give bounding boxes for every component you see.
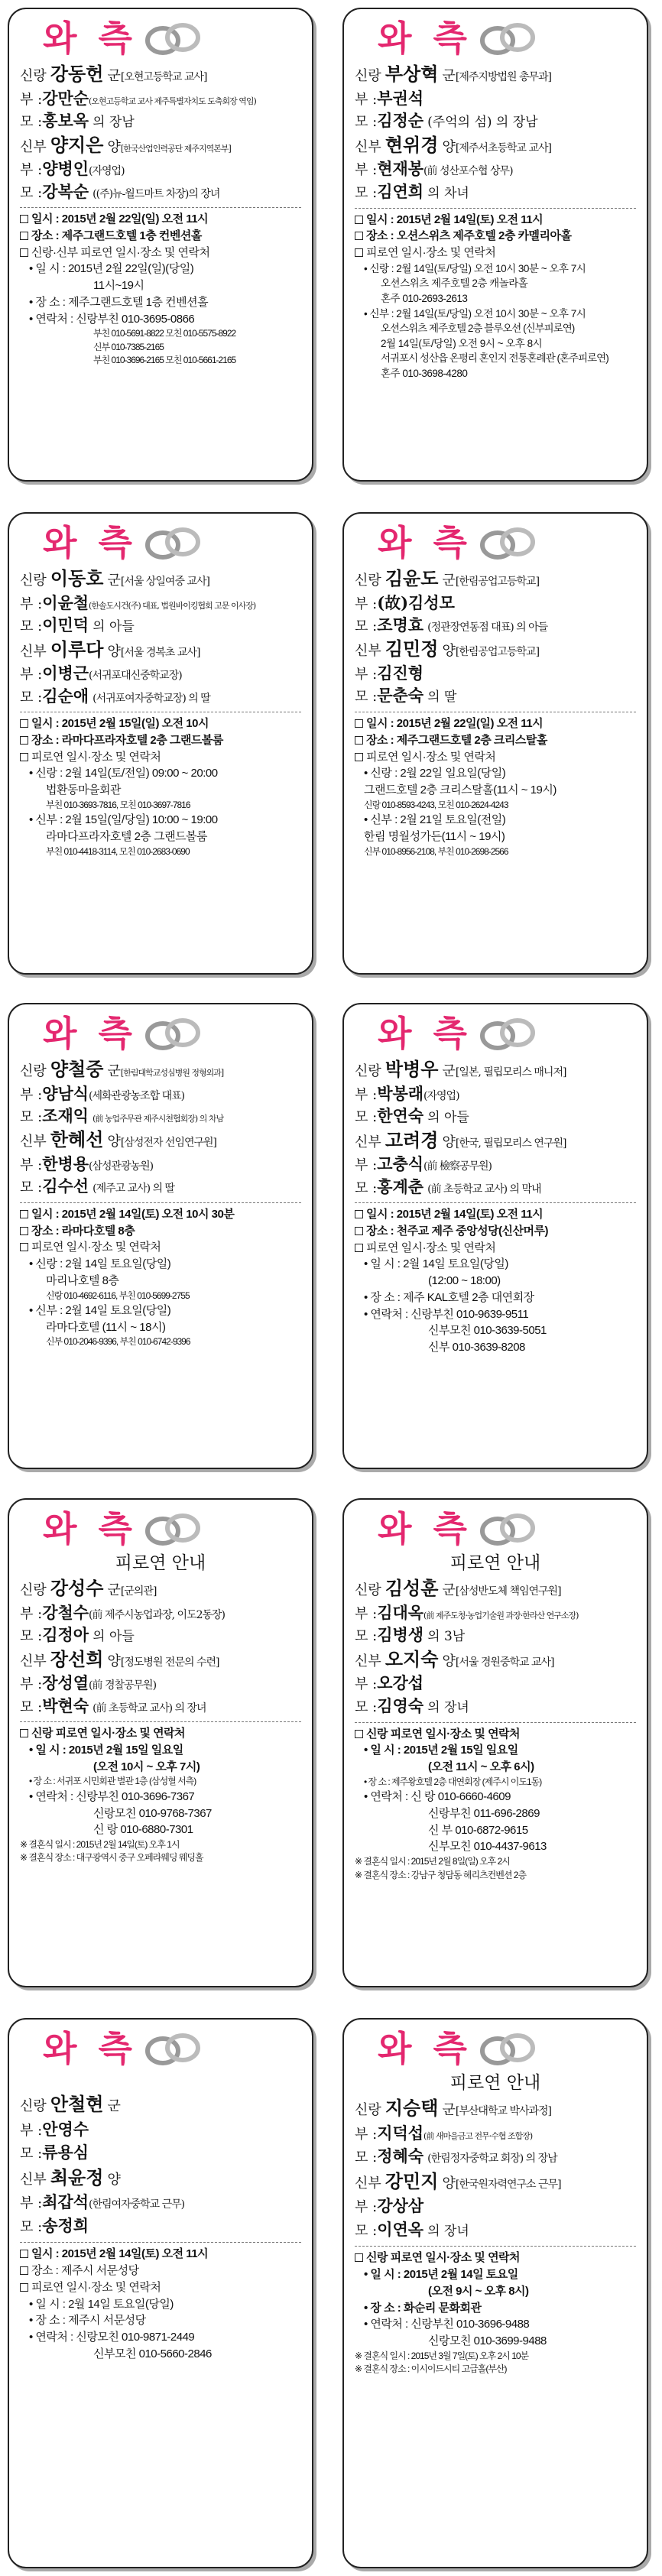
bride-line: 신부 고려경 양[한국, 필립모리스 연구원] <box>355 1128 566 1151</box>
bride-line: 신부 한혜선 양[삼성전자 선임연구원] <box>20 1128 217 1151</box>
reception-line: • 신랑 : 2월 14일 토요일(당일) <box>29 1257 171 1270</box>
wedding-rings-icon <box>473 2029 544 2069</box>
contact-line: 신 부 010-6872-9615 <box>428 1823 528 1837</box>
reception-line: • 일 시 : 2015년 2월 22일(일)(당일) <box>29 262 194 276</box>
reception-line: • 장 소 : 화순리 문화회관 <box>364 2301 482 2315</box>
reception-line: (오전 11시 ~ 오후 6시) <box>428 1760 534 1774</box>
groom-father-line: 부 :김대옥(前 제주도청·농업기술원 과장·한라산 연구소장) <box>355 1602 579 1622</box>
card-title: 와 측 <box>43 522 137 563</box>
contact-line: 신랑모친 010-3699-9488 <box>428 2334 547 2348</box>
reception-line: • 장 소 : 제주왕호텔 2층 대연회장 (제주시 이도1동) <box>364 1776 542 1787</box>
announcement-card <box>8 1498 313 1987</box>
bride-mother-line: 모 :강복순 ((주)뉴-월드마트 차장)의 장녀 <box>20 181 220 201</box>
contact-line: 신랑모친 010-9768-7367 <box>93 1806 212 1820</box>
contact-line: 신부 010-8956-2108, 부친 010-2698-2566 <box>364 845 508 857</box>
bride-father-line: 부 :현재봉(前 성산포수협 상무) <box>355 159 513 179</box>
bride-father-line: 부 :한병용(삼성관광농원) <box>20 1153 154 1173</box>
announcement-card <box>8 1003 313 1469</box>
card-title: 와 측 <box>378 522 472 563</box>
bride-mother-line: 모 :박현숙 (前 초등학교 교사) 의 장녀 <box>20 1695 206 1715</box>
reception-line: 11시~19시 <box>93 279 144 293</box>
reception-line: • 일 시 : 2월 14일 토요일(당일) <box>29 2297 174 2311</box>
reception-heading: 피로연 일시·장소 및 연락처 <box>355 749 636 766</box>
bride-line: 신부 양지은 양[한국산업인력공단 제주지역본부] <box>20 133 231 156</box>
bride-father-line: 부 :최갑석(한림여자중학교 근무) <box>20 2192 185 2212</box>
groom-mother-line: 모 :조재익 (前 농업주무관 제주시천협회장) 의 차남 <box>20 1105 224 1125</box>
groom-father-line: 부 :(故)김성모 <box>355 592 455 612</box>
announcement-card <box>8 512 313 975</box>
ceremony-time: 일시 : 2015년 2월 22일(일) 오전 11시 <box>355 715 636 732</box>
contact-line: 부친 010-4418-3114, 모친 010-2683-0690 <box>46 845 190 857</box>
groom-mother-line: 모 :류용심 <box>20 2143 89 2162</box>
ceremony-place: 장소 : 제주그랜드호텔 2층 크리스탈홀 <box>355 732 636 749</box>
wedding-rings-icon <box>138 2029 209 2069</box>
reception-line: • 일 시 : 2015년 2월 15일 일요일 <box>364 1744 518 1757</box>
ceremony-time: 일시 : 2015년 2월 14일(토) 오전 10시 30분 <box>20 1206 301 1223</box>
bride-mother-line: 모 :문춘숙 의 딸 <box>355 686 457 706</box>
contact-line: 부친 010-3693-7816, 모친 010-3697-7816 <box>46 799 190 810</box>
reception-line: 서귀포시 성산읍 온평리 혼인지 전통혼례관 (혼주피로연) <box>381 352 608 365</box>
groom-mother-line: 모 :김병생 의 3남 <box>355 1624 466 1644</box>
contact-line: • 연락처 : 신랑부친 010-3696-7367 <box>29 1789 195 1803</box>
bride-mother-line: 모 :송정희 <box>20 2215 89 2235</box>
ceremony-time: 일시 : 2015년 2월 14일(토) 오전 11시 <box>355 212 636 229</box>
ceremony-place: 장소 : 천주교 제주 중앙성당(신산머루) <box>355 1223 636 1240</box>
ceremony-place: 장소 : 오션스위츠 제주호텔 2층 카멜리아홀 <box>355 228 636 245</box>
bride-father-line: 부 :고충식(前 檢察공무원) <box>355 1154 492 1174</box>
groom-line: 신랑 박병우 군[일본, 필립모리스 매니저] <box>355 1058 566 1080</box>
announcement-card <box>342 512 648 975</box>
announcement-card <box>8 8 313 482</box>
contact-line: • 연락처 : 신랑모친 010-9871-2449 <box>29 2331 195 2344</box>
bride-mother-line: 모 :김영숙 의 장녀 <box>355 1695 469 1715</box>
groom-father-line: 부 :지덕섭(前 새마을금고 전무·수협 조합장) <box>355 2123 533 2143</box>
contact-line: 부친 010-5691-8822 모친 010-5575-8922 <box>93 328 236 339</box>
announcement-card <box>8 2018 313 2568</box>
announcement-card <box>342 2018 648 2568</box>
groom-mother-line: 모 :김정아 의 아들 <box>20 1624 135 1644</box>
reception-line: (오전 9시 ~ 오후 8시) <box>428 2284 529 2298</box>
groom-father-line: 부 :안영수 <box>20 2119 89 2139</box>
contact-line: 신랑부친 011-696-2869 <box>428 1806 540 1820</box>
bride-line: 신부 현위경 양[제주서초등학교 교사] <box>355 133 552 156</box>
groom-mother-line: 모 :조명효 (정관장연동점 대표) 의 아들 <box>355 615 548 634</box>
reception-heading: 피로연 일시·장소 및 연락처 <box>20 1239 301 1256</box>
contact-line: 신랑 010-8593-4243, 모친 010-2624-4243 <box>364 799 508 810</box>
reception-line: 2월 14일(토/당일) 오전 9시 ~ 오후 8시 <box>381 337 543 349</box>
reception-line: • 장 소 : 제주시 서문성당 <box>29 2314 146 2328</box>
reception-line: • 신부 : 2월 21일 토요일(전일) <box>364 813 506 827</box>
ceremony-place: 장소 : 제주시 서문성당 <box>20 2263 301 2279</box>
groom-line: 신랑 김윤도 군[한림공업고등학교] <box>355 567 540 589</box>
reception-line: 라마다프라자호텔 2층 그랜드볼룸 <box>46 830 208 844</box>
reception-line: 마리나호텔 8층 <box>46 1273 119 1287</box>
wedding-date-note: ※ 결혼식 일시 : 2015년 2월 8일(일) 오후 2시 <box>355 1856 510 1867</box>
ceremony-time: 일시 : 2015년 2월 14일(토) 오전 11시 <box>355 1206 636 1223</box>
wedding-rings-icon <box>138 1014 209 1054</box>
bride-mother-line: 모 :김순애 (서귀포여자중학교장) 의 딸 <box>20 686 210 706</box>
card-title: 와 측 <box>43 1508 137 1549</box>
reception-heading: 피로연 일시·장소 및 연락처 <box>20 749 301 766</box>
ceremony-time: 일시 : 2015년 2월 22일(일) 오전 11시 <box>20 211 301 228</box>
card-title: 와 측 <box>378 1013 472 1054</box>
contact-line: 신부 010-2046-9396, 부친 010-6742-9396 <box>46 1336 190 1348</box>
wedding-rings-icon <box>473 19 544 59</box>
bride-mother-line: 모 :홍계춘 (前 초등학교 교사) 의 막내 <box>355 1176 541 1196</box>
groom-mother-line: 모 :홍보옥 의 장남 <box>20 110 135 130</box>
reception-line: • 장 소 : 제주 KAL호텔 2층 대연회장 <box>364 1290 534 1304</box>
ceremony-place: 장소 : 라마다프라자호텔 2층 그랜드볼룸 <box>20 732 301 749</box>
ceremony-time: 일시 : 2015년 2월 14일(토) 오전 11시 <box>20 2246 301 2263</box>
reception-line: • 신부 : 2월 14일(토/당일) 오전 10시 30분 ~ 오후 7시 <box>364 307 586 320</box>
reception-heading: 신랑 피로연 일시·장소 및 연락처 <box>355 2250 636 2266</box>
contact-line: 부친 010-3696-2165 모친 010-5661-2165 <box>93 355 236 366</box>
reception-line: 한림 명월성가든(11시 ~ 19시) <box>364 830 505 844</box>
contact-line: 신부모친 010-5660-2846 <box>93 2347 212 2360</box>
card-subtitle: 피로연 안내 <box>449 2073 541 2093</box>
card-title: 와 측 <box>378 18 472 59</box>
groom-line: 신랑 강동헌 군[오현고등학교 교사] <box>20 63 207 85</box>
wedding-rings-icon <box>138 1510 209 1549</box>
bride-mother-line: 모 :김연희 의 차녀 <box>355 181 469 201</box>
reception-line: • 신랑 : 2월 14일(토/전일) 09:00 ~ 20:00 <box>29 767 218 780</box>
contact-line: 신부모친 010-4437-9613 <box>428 1840 547 1854</box>
reception-line: • 신랑 : 2월 22일 일요일(당일) <box>364 767 506 780</box>
reception-line: • 신부 : 2월 14일 토요일(당일) <box>29 1303 171 1317</box>
groom-line: 신랑 강성수 군[군의관] <box>20 1577 157 1599</box>
reception-line: (12:00 ~ 18:00) <box>428 1274 501 1288</box>
contact-line: 신부 010-3639-8208 <box>428 1341 525 1355</box>
reception-line: 그랜드호텔 2층 크리스탈홀(11시 ~ 19시) <box>364 784 557 797</box>
reception-line: • 일 시 : 2015년 2월 14일 토요일 <box>364 2268 518 2282</box>
wedding-rings-icon <box>473 1510 544 1549</box>
reception-line: 오션스위츠 제주호텔 2층 블루오션 (신부피로연) <box>381 323 575 335</box>
groom-line: 신랑 이동호 군[서울 상일여중 교사] <box>20 567 209 589</box>
contact-line: • 연락처 : 신랑부친 010-9639-9511 <box>364 1307 529 1321</box>
reception-line: • 장 소 : 제주그랜드호텔 1층 컨벤션홀 <box>29 295 209 309</box>
ceremony-time: 일시 : 2015년 2월 15일(일) 오전 10시 <box>20 715 301 732</box>
bride-father-line: 부 :장성열(前 경찰공무원) <box>20 1673 157 1693</box>
contact-line: 신부모친 010-3639-5051 <box>428 1324 547 1338</box>
ceremony-place: 장소 : 라마다호텔 8층 <box>20 1223 301 1240</box>
bride-line: 신부 최윤정 양 <box>20 2166 121 2188</box>
card-title: 와 측 <box>43 2028 137 2069</box>
bride-father-line: 부 :양병인(자영업) <box>20 159 125 179</box>
wedding-rings-icon <box>473 524 544 563</box>
wedding-place-note: ※ 결혼식 장소 : 대구광역시 중구 오페라웨딩 웨딩홀 <box>20 1852 203 1864</box>
reception-line: • 신랑 : 2월 14일(토/당일) 오전 10시 30분 ~ 오후 7시 <box>364 262 586 274</box>
contact-line: 혼주 010-3698-4280 <box>381 367 468 379</box>
reception-heading: 신랑 피로연 일시·장소 및 연락처 <box>355 1726 636 1743</box>
contact-line: 신 랑 010-6880-7301 <box>93 1823 193 1837</box>
groom-father-line: 부 :부권석 <box>355 88 424 108</box>
card-title: 와 측 <box>378 2028 472 2069</box>
reception-line: 라마다호텔 (11시 ~ 18시) <box>46 1320 166 1334</box>
groom-father-line: 부 :이윤철(한솔도시건(주) 대표, 법원바이킹협회 고문 이사장) <box>20 592 256 612</box>
reception-heading: 피로연 일시·장소 및 연락처 <box>20 2279 301 2296</box>
wedding-place-note: ※ 결혼식 장소 : 이시이드시티 고급홀(부산) <box>355 2363 507 2375</box>
card-title: 와 측 <box>43 1013 137 1054</box>
bride-father-line: 부 :이병근(서귀포대신중학교장) <box>20 663 182 683</box>
bride-father-line: 부 :김진형 <box>355 663 424 683</box>
wedding-rings-icon <box>138 19 209 59</box>
wedding-date-note: ※ 결혼식 일시 : 2015년 3월 7일(토) 오후 2시 10분 <box>355 2350 529 2361</box>
wedding-rings-icon <box>138 524 209 563</box>
reception-line: 법환동마을회관 <box>46 784 121 797</box>
card-title: 와 측 <box>43 18 137 59</box>
card-subtitle: 피로연 안내 <box>115 1553 206 1573</box>
groom-father-line: 부 :강만순(오현고등학교 교사 제주특별자치도 도축회장 역임) <box>20 88 256 108</box>
contact-line: 혼주 010-2693-2613 <box>381 292 468 304</box>
announcement-card <box>342 8 648 482</box>
groom-mother-line: 모 :이민덕 의 아들 <box>20 615 135 634</box>
bride-line: 신부 이루다 양[서울 경복초 교사] <box>20 638 200 660</box>
groom-father-line: 부 :박봉래(자영업) <box>355 1083 459 1103</box>
bride-mother-line: 모 :이연옥 의 장녀 <box>355 2219 469 2239</box>
wedding-rings-icon <box>473 1014 544 1054</box>
contact-line: • 연락처 : 신랑부친 010-3695-0866 <box>29 312 195 326</box>
groom-line: 신랑 김성훈 군[삼성반도체 책임연구원] <box>355 1577 561 1599</box>
ceremony-place: 장소 : 제주그랜드호텔 1층 컨벤션홀 <box>20 228 301 245</box>
reception-heading: 신랑 피로연 일시·장소 및 연락처 <box>20 1725 301 1742</box>
contact-line: • 연락처 : 신랑부친 010-3696-9488 <box>364 2318 530 2331</box>
reception-line: • 신부 : 2월 15일(일/당일) 10:00 ~ 19:00 <box>29 813 218 827</box>
groom-mother-line: 모 :한연숙 의 아들 <box>355 1105 469 1125</box>
groom-line: 신랑 지승택 군[부산대학교 박사과정] <box>355 2097 552 2119</box>
announcement-card <box>342 1003 648 1469</box>
reception-line: 오션스위츠 제주호텔 2층 캐놀라홀 <box>381 277 528 290</box>
groom-line: 신랑 부상혁 군[제주지방법원 총무과] <box>355 63 552 85</box>
reception-line: • 일 시 : 2015년 2월 15일 일요일 <box>29 1743 183 1757</box>
reception-line: • 일 시 : 2월 14일 토요일(당일) <box>364 1257 508 1271</box>
groom-line: 신랑 안철현 군 <box>20 2093 121 2115</box>
reception-line: (오전 10시 ~ 오후 7시) <box>93 1760 200 1773</box>
bride-line: 신부 강민지 양[한국원자력연구소 근무] <box>355 2169 561 2192</box>
reception-heading: 피로연 일시·장소 및 연락처 <box>355 1240 636 1257</box>
reception-line: • 장 소 : 서귀포 시민회관 별관 1층 (삼성혈 서측) <box>29 1776 196 1787</box>
wedding-date-note: ※ 결혼식 일시 : 2015년 2월 14일(토) 오후 1시 <box>20 1839 180 1851</box>
contact-line: • 연락처 : 신 랑 010-6660-4609 <box>364 1790 511 1804</box>
bride-father-line: 부 :강상삼 <box>355 2196 424 2216</box>
groom-mother-line: 모 :정혜숙 (한림정자중학교 회장) 의 장남 <box>355 2146 557 2166</box>
bride-line: 신부 장선희 양[정도병원 전문의 수련] <box>20 1647 219 1670</box>
groom-father-line: 부 :양남식(세화관광농조합 대표) <box>20 1083 185 1103</box>
reception-heading: 신랑·신부 피로연 일시·장소 및 연락처 <box>20 245 301 261</box>
wedding-place-note: ※ 결혼식 장소 : 강남구 청담동 헤리츠컨벤션 2층 <box>355 1869 527 1880</box>
bride-line: 신부 오지숙 양[서울 경원중학교 교사] <box>355 1647 554 1670</box>
announcement-card <box>342 1498 648 1987</box>
contact-line: 신부 010-7385-2165 <box>93 341 164 352</box>
bride-line: 신부 김민정 양[한림공업고등학교] <box>355 638 540 660</box>
card-subtitle: 피로연 안내 <box>449 1553 541 1573</box>
reception-heading: 피로연 일시·장소 및 연락처 <box>355 245 636 261</box>
bride-mother-line: 모 :김수선 (제주고 교사) 의 딸 <box>20 1176 175 1196</box>
groom-father-line: 부 :강철수(前 제주시농업과장, 이도2동장) <box>20 1602 225 1622</box>
card-title: 와 측 <box>378 1508 472 1549</box>
contact-line: 신랑 010-4692-6116, 부친 010-5699-2755 <box>46 1290 190 1301</box>
groom-mother-line: 모 :김정순 (주억의 섬) 의 장남 <box>355 110 538 130</box>
bride-father-line: 부 :오강섭 <box>355 1673 424 1693</box>
groom-line: 신랑 양철중 군[한림대학교성심병원 정형외과] <box>20 1058 224 1080</box>
